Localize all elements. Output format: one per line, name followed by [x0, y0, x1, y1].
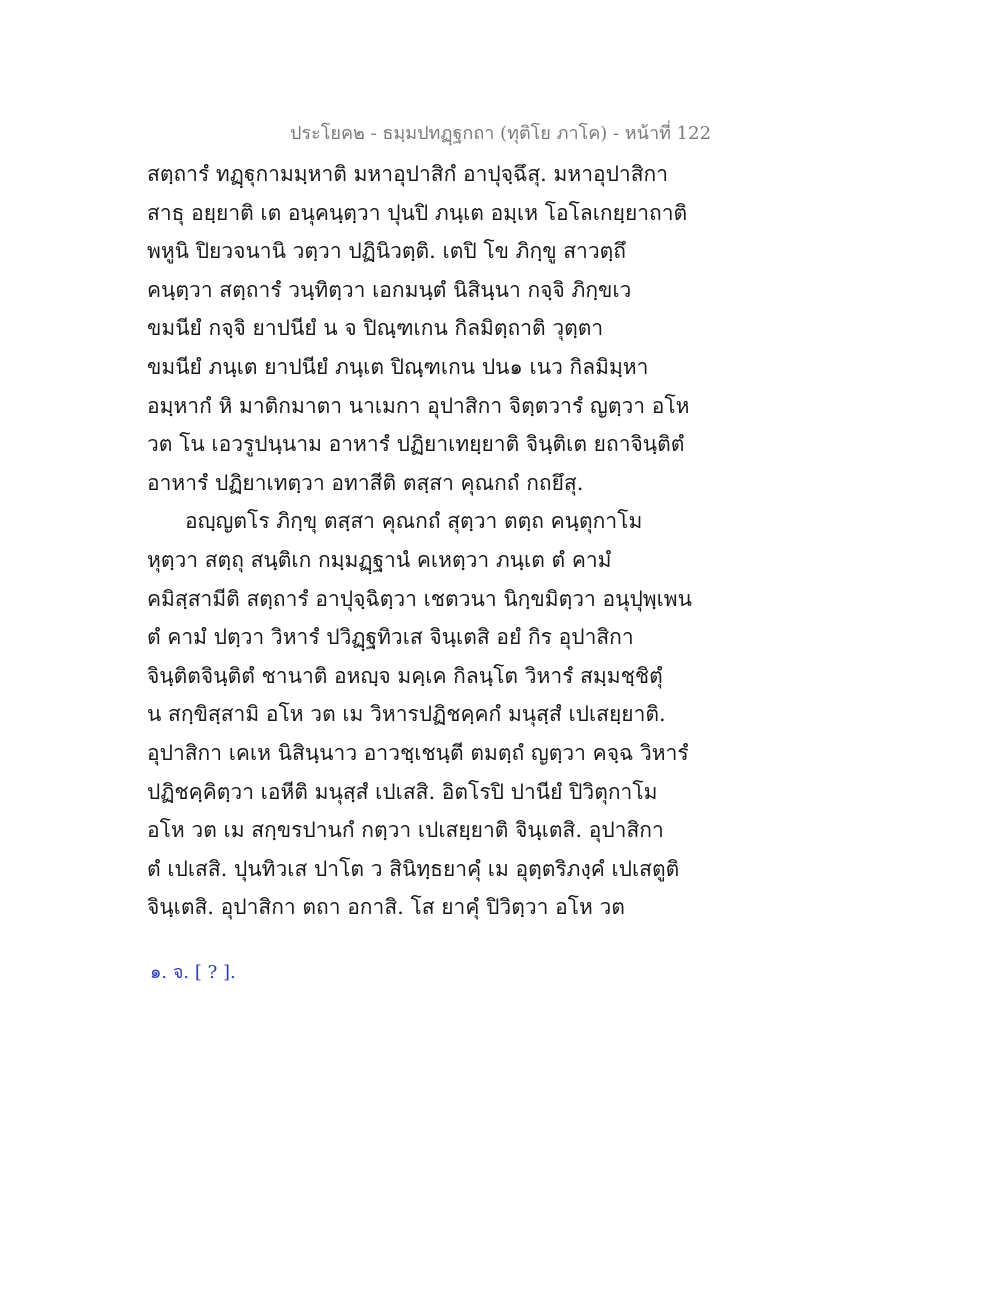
text-line: ขมนียํ ภนฺเต ยาปนียํ ภนฺเต ปิณฺฑเกน ปน๑ เนว กิลมิมฺหา: [147, 354, 649, 379]
text-line: สตฺถารํ ทฏฺฐุกามมฺหาติ มหาอุปาสิกํ อาปุจฺฉึสุ. มหาอุปาสิกา: [147, 162, 669, 186]
text-line: พหูนิ ปิยวจนานิ วตฺวา ปฏินิวตฺติ. เตปิ โข ภิกฺขู สาวตฺถึ: [147, 239, 626, 264]
text-line: จินฺเตสิ. อุปาสิกา ตถา อกาสิ. โส ยาคุํ ปิวิตฺวา อโห วต: [147, 895, 625, 920]
text-line: น สกฺขิสฺสามิ อโห วต เม วิหารปฏิชคฺคกํ มนุสฺสํ เปเสยฺยาติ.: [147, 702, 666, 727]
text-line: อมฺหากํ หิ มาติกมาตา นาเมกา อุปาสิกา จิตฺตวารํ ญตฺวา อโห: [147, 393, 690, 418]
paragraph-first-line: อญฺญตโร ภิกฺขุ ตสฺสา คุณกถํ สุตฺวา ตตฺถ คนฺตุกาโม: [185, 509, 643, 534]
text-line: สาธุ อยฺยาติ เต อนุคนฺตฺวา ปุนปิ ภนฺเต อมฺเห โอโลเกยฺยาถาติ: [147, 200, 688, 225]
text-line: ปฏิชคฺคิตฺวา เอหีติ มนุสฺสํ เปเสสิ. อิตโรปิ ปานียํ ปิวิตุกาโม: [147, 779, 658, 804]
text-line: ขมนียํ กจฺจิ ยาปนียํ น จ ปิณฺฑเกน กิลมิตฺถาติ วุตฺตา: [147, 316, 604, 341]
text-line: อาหารํ ปฏิยาเทตฺวา อทาสีติ ตสฺสา คุณกถํ กถยึสุ.: [147, 470, 584, 495]
text-line: ตํ คามํ ปตฺวา วิหารํ ปวิฏฺฐทิวเส จินฺเตสิ อยํ กิร อุปาสิกา: [147, 625, 634, 650]
text-line: อโห วต เม สกฺขรปานกํ กตฺวา เปเสยฺยาติ จินฺเตสิ. อุปาสิกา: [147, 818, 664, 843]
body-text: [147, 155, 692, 927]
text-line: จินฺติตจินฺติตํ ชานาติ อหญฺจ มคฺเค กิลนฺโต วิหารํ สมฺมชฺชิตุํ: [147, 663, 663, 688]
text-line: คมิสฺสามีติ สตฺถารํ อาปุจฺฉิตฺวา เชตวนา นิกฺขมิตฺวา อนุปุพฺเพน: [147, 586, 692, 611]
text-line: คนฺตฺวา สตฺถารํ วนฺทิตฺวา เอกมนฺตํ นิสินฺนา กจฺจิ ภิกฺขเว: [147, 277, 632, 302]
text-line: ตํ เปเสสิ. ปุนทิวเส ปาโต ว สินิทฺธยาคุํ เม อุตฺตริภงฺคํ เปเสตูติ: [147, 856, 680, 881]
text-line: วต โน เอวรูปนฺนาม อาหารํ ปฏิยาเทยฺยาติ จินฺติเต ยถาจินฺติตํ: [147, 432, 685, 457]
footnote: ๑. จ. [ ? ].: [150, 962, 236, 983]
text-line: หุตฺวา สตฺถุ สนฺติเก กมฺมฏฺฐานํ คเหตฺวา ภนฺเต ตํ คามํ: [147, 547, 612, 572]
text-line: อุปาสิกา เคเห นิสินฺนาว อาวชฺเชนฺตี ตมตฺถํ ญตฺวา คจฺฉ วิหารํ: [147, 740, 689, 765]
running-header: ประโยค๒ - ธมฺมปทฏฺฐกถา (ทุติโย ภาโค) - หน้าที่ 122: [290, 123, 712, 144]
